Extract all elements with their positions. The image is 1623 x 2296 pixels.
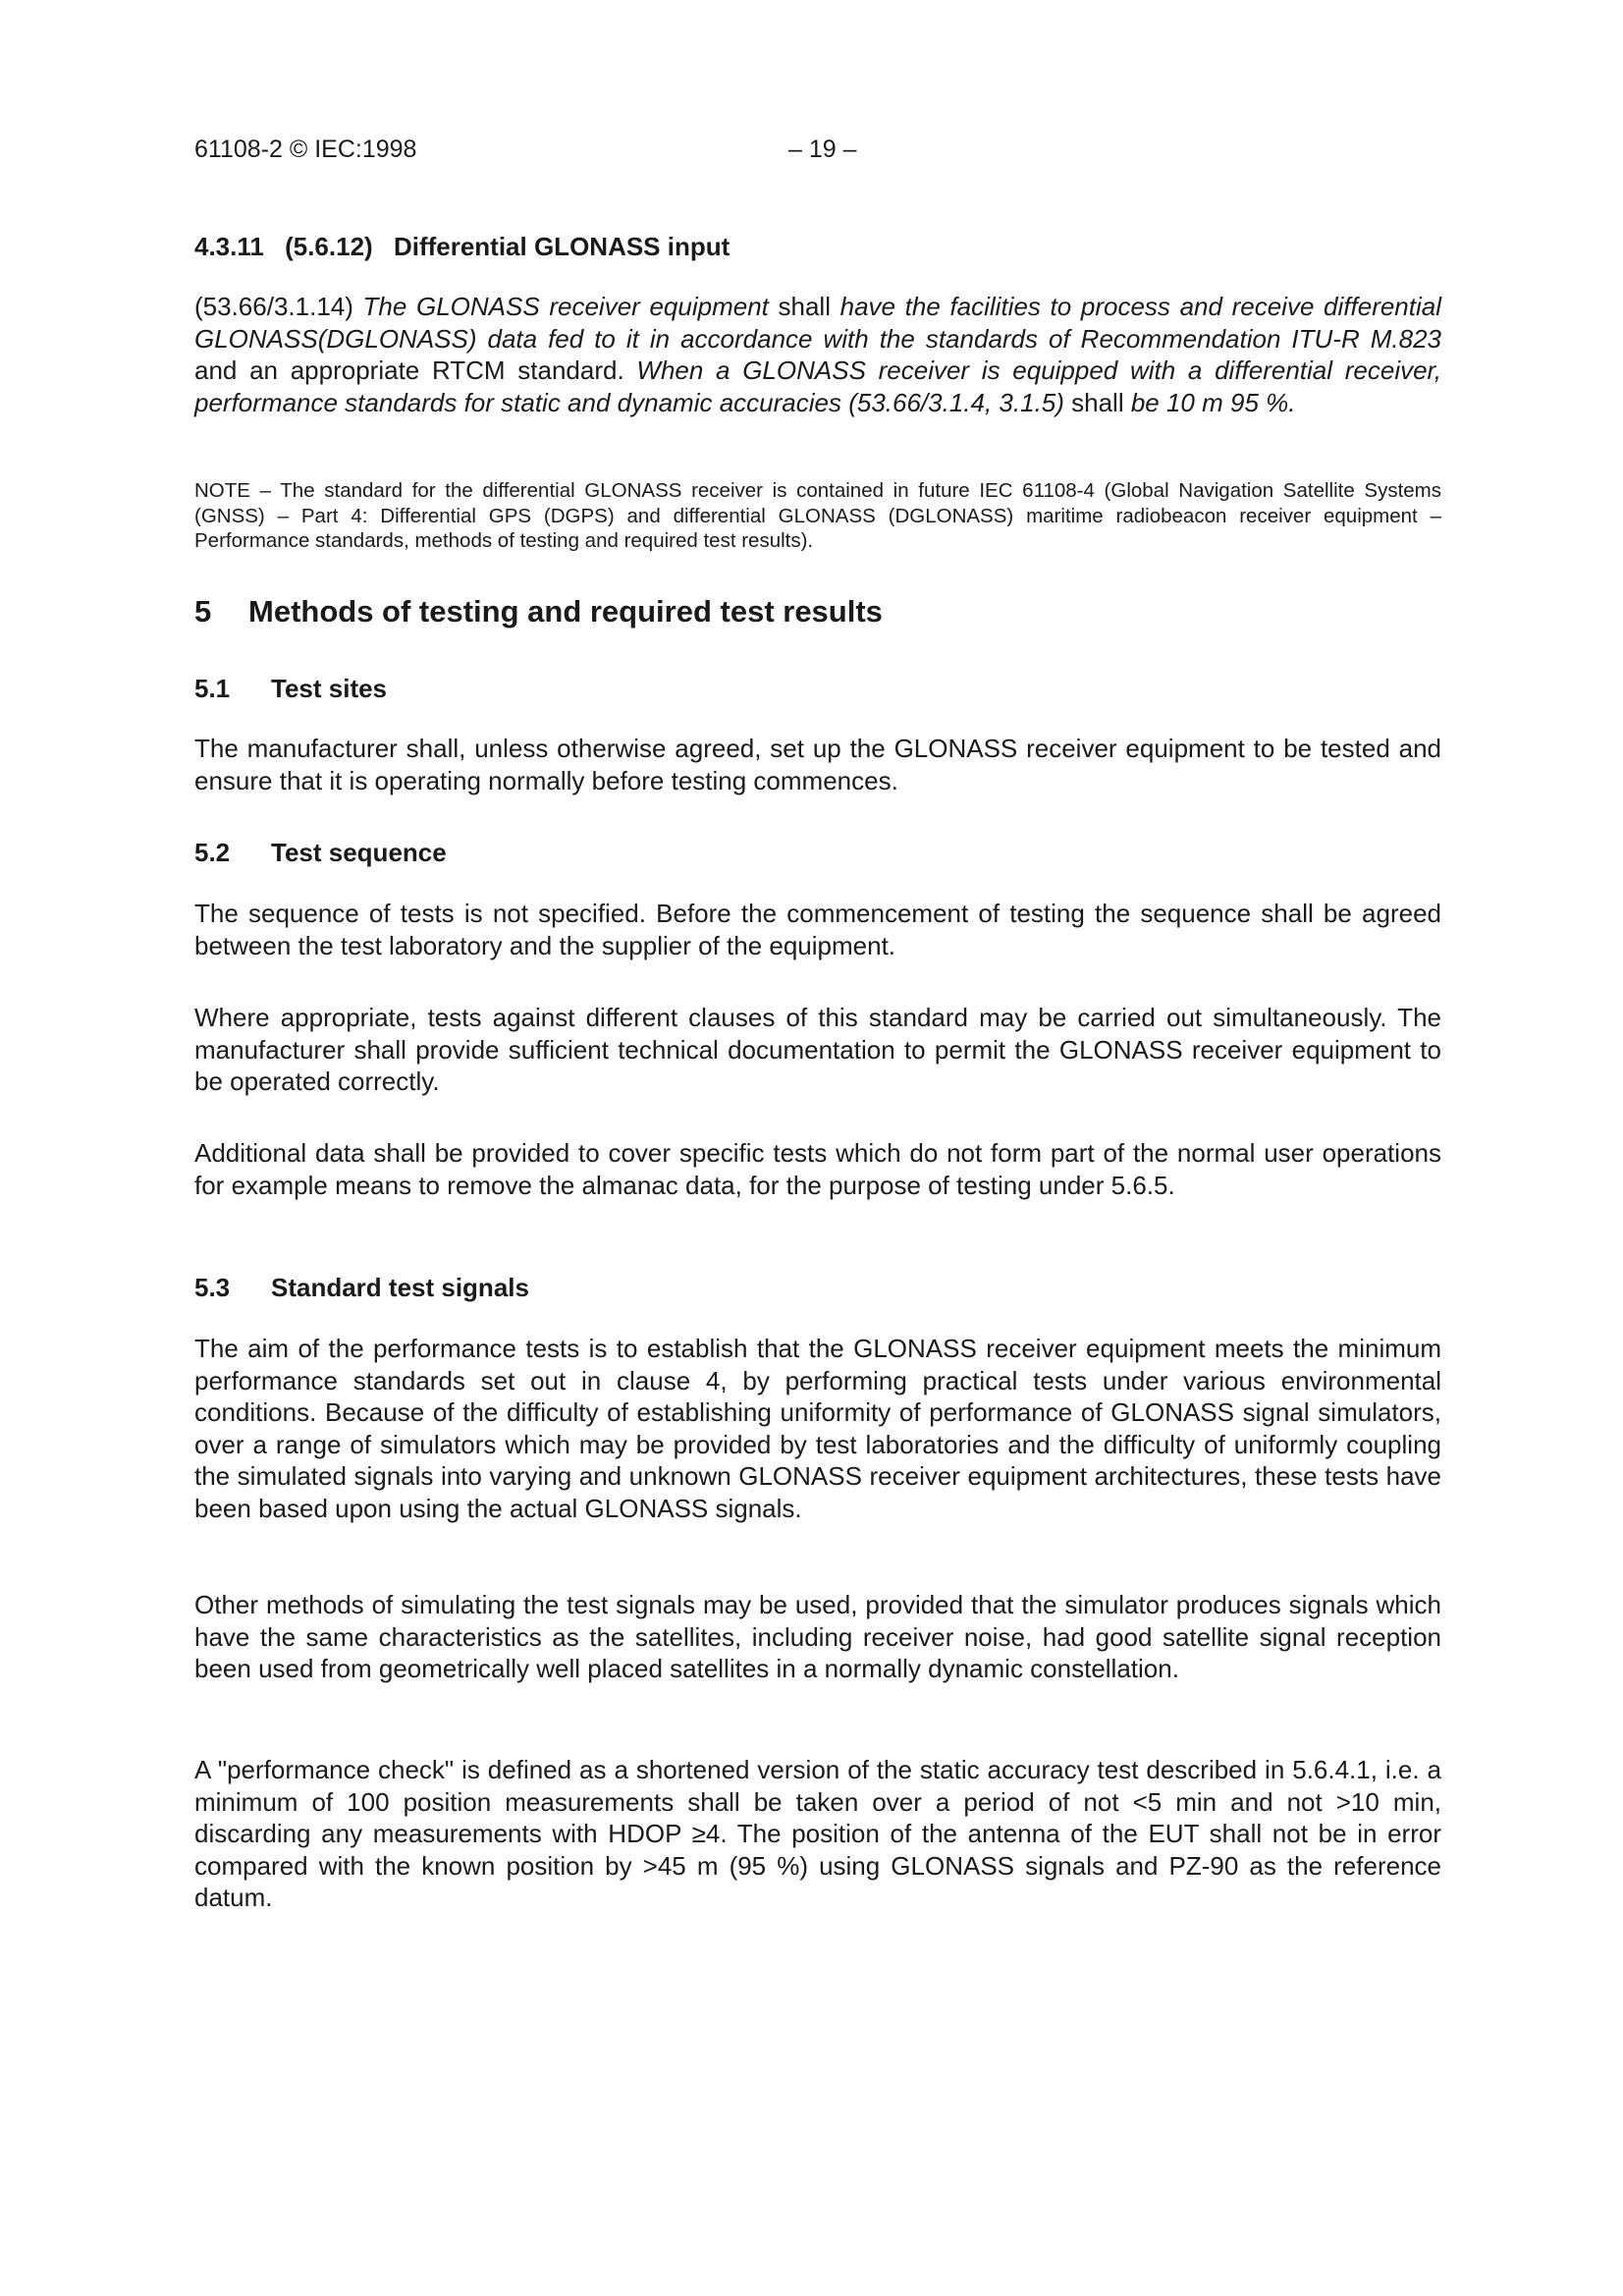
paragraph: Where appropriate, tests against different clauses of this standard may be carried out simultaneously. The manufacturer shall provide sufficient technical documentation to permit the GLONASS receiver equipment to be operated correctly. xyxy=(194,1003,1441,1096)
section-heading-5-2 xyxy=(194,838,1441,868)
section-title: Methods of testing and required test results xyxy=(248,594,883,629)
clause-4-3-11-body xyxy=(194,291,1441,418)
section-number: 5.3 xyxy=(194,1273,231,1302)
section-title: Test sequence xyxy=(271,838,447,867)
clause-number: 4.3.11 xyxy=(194,232,264,261)
text-run: (53.66/3.1.14) xyxy=(194,292,363,321)
italic-text-run: When a GLONASS receiver is equipped with a differential receiver, performance standards for static and dynamic accuracies (53.66/3.1.4, 3.1.5) xyxy=(194,355,1442,417)
section-5-2-body xyxy=(194,1002,1441,1098)
paragraph: Additional data shall be provided to cover specific tests which do not form part of the normal user operations for example means to remove the almanac data, for the purpose of testing under 5.6.5. xyxy=(194,1138,1441,1200)
note-text: NOTE – The standard for the differential GLONASS receiver is contained in future IEC 61108-4 (Global Navigation Satellite Systems (GNSS) – Part 4: Differential GPS (DGPS) and differential GLONASS (DGLONASS) maritime radiobeacon receiver equipment – Performance standards, methods of testing and required test results). xyxy=(194,479,1441,552)
text-run: shall xyxy=(768,292,840,321)
note-block xyxy=(194,478,1441,554)
section-title: Standard test signals xyxy=(271,1273,529,1302)
section-5-3-body xyxy=(194,1754,1441,1914)
italic-text-run: be 10 m 95 %. xyxy=(1130,387,1296,417)
section-5-2-body xyxy=(194,898,1441,961)
section-number: 5 xyxy=(194,594,212,629)
paragraph: The sequence of tests is not specified. Before the commencement of testing the sequence shall be agreed between the test laboratory and the supplier of the equipment. xyxy=(194,899,1441,960)
paragraph xyxy=(194,291,1441,418)
text-run: shall xyxy=(1063,387,1131,417)
italic-text-run: have the facilities to process and receive differential GLONASS(DGLONASS) data fed to it in accordance with the standards of Recommendation ITU-R M.823 xyxy=(194,292,1442,354)
clause-heading-4-3-11 xyxy=(194,232,1441,262)
italic-text-run: The GLONASS receiver equipment xyxy=(362,292,769,321)
paragraph: The aim of the performance tests is to establish that the GLONASS receiver equipment meets the minimum performance standards set out in clause 4, by performing practical tests under various environmental conditions. Because of the difficulty of establishing uniformity of performance of GLONASS signal simulators, over a range of simulators which may be provided by test laboratories and the difficulty of uniformly coupling the simulated signals into varying and unknown GLONASS receiver equipment architectures, these tests have been based upon using the actual GLONASS signals. xyxy=(194,1334,1441,1523)
section-5-2-body xyxy=(194,1137,1441,1201)
section-heading-5-3 xyxy=(194,1273,1441,1303)
section-number: 5.1 xyxy=(194,674,231,703)
section-title: Test sites xyxy=(271,674,388,703)
section-5-3-body xyxy=(194,1589,1441,1685)
document-reference: 61108-2 © IEC:1998 xyxy=(194,136,417,163)
clause-title: Differential GLONASS input xyxy=(393,232,730,261)
section-5-1-body xyxy=(194,733,1441,796)
section-heading-5-1 xyxy=(194,674,1441,704)
section-number: 5.2 xyxy=(194,838,231,867)
paragraph: The manufacturer shall, unless otherwise agreed, set up the GLONASS receiver equipment to be tested and ensure that it is operating normally before testing commences. xyxy=(194,734,1441,795)
paragraph: Other methods of simulating the test signals may be used, provided that the simulator produces signals which have the same characteristics as the satellites, including receiver noise, had good satellite signal reception been used from geometrically well placed satellites in a normally dynamic constellation. xyxy=(194,1590,1441,1683)
clause-cross-reference: (5.6.12) xyxy=(285,232,373,261)
page-number: – 19 – xyxy=(788,136,857,163)
text-run: and an appropriate RTCM standard. xyxy=(194,355,637,385)
paragraph: A "performance check" is defined as a shortened version of the static accuracy test described in 5.6.4.1, i.e. a minimum of 100 position measurements shall be taken over a period of not <5 min and not >10 min, discarding any measurements with HDOP ≥4. The position of the antenna of the EUT shall not be in error compared with the known position by >45 m (95 %) using GLONASS signals and PZ-90 as the reference datum. xyxy=(194,1755,1441,1912)
section-heading-5 xyxy=(194,594,1441,629)
section-5-3-body xyxy=(194,1333,1441,1524)
